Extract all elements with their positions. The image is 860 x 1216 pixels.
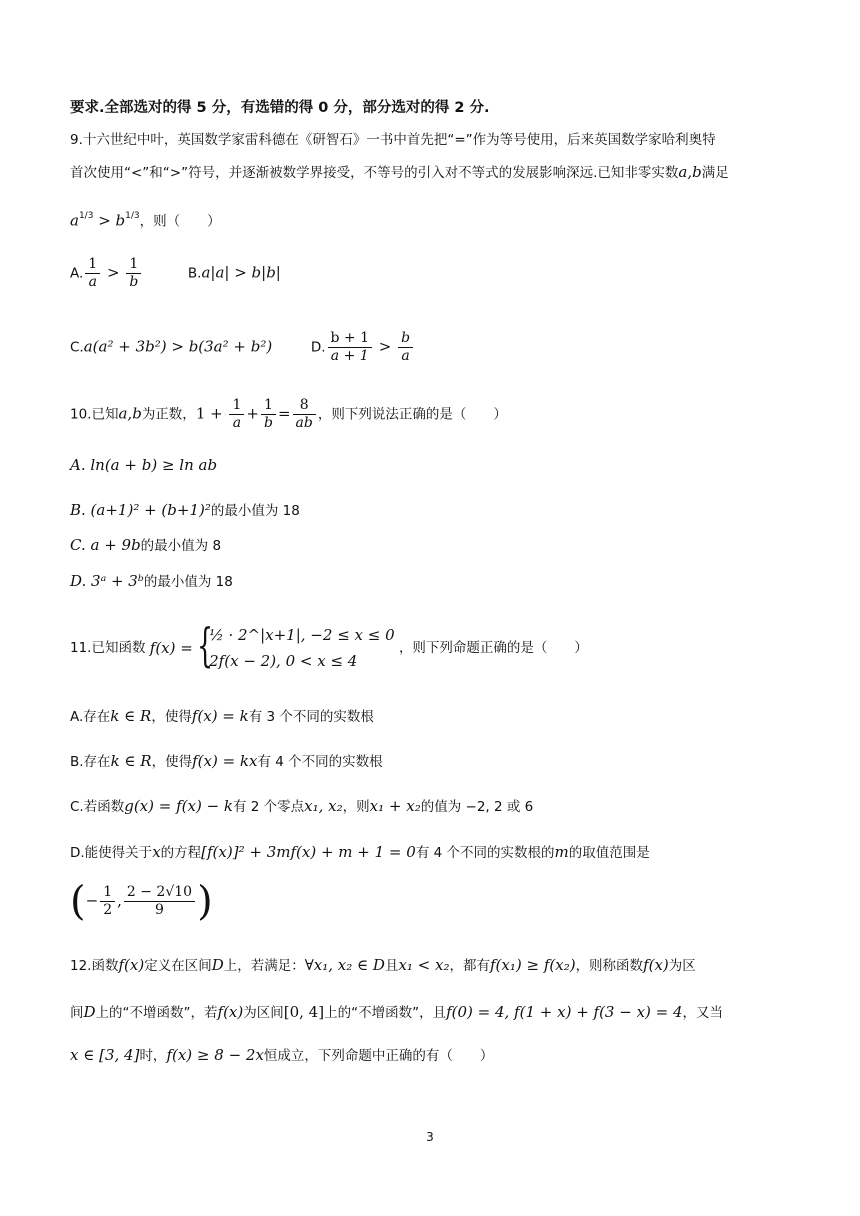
- q11-d-tail: 的取值范围是: [568, 845, 650, 861]
- q12-l2-m1: f(x): [217, 1003, 244, 1021]
- q9-stem-end: 满足: [701, 165, 729, 181]
- section-requirement: 要求.全部选对的得 5 分，有选错的得 0 分，部分选对的得 2 分.: [70, 100, 490, 116]
- q9-condition: [70, 208, 221, 232]
- q11-c-pre: C.若函数: [70, 799, 125, 815]
- q9-option-a-frac1: $\frac{1}{a}$: [85, 256, 100, 291]
- q10-tail: ，则下列说法正确的是（ ）: [317, 406, 507, 423]
- q11-d-m: m: [554, 843, 569, 861]
- q11-c-math1: g(x) = f(x) − k: [124, 797, 233, 815]
- q9-option-b-label: B.: [187, 265, 202, 282]
- q10-option-c-math: C. a + 9b: [70, 536, 141, 554]
- q12-l1-a: 12.函数: [70, 958, 119, 974]
- q10-frac-a: $\frac{1}{a}$: [229, 397, 244, 432]
- q11-lead: 11.已知函数: [70, 640, 146, 656]
- q11-d-mid2: 有 4 个不同的实数根的: [415, 845, 555, 861]
- q12-l1-f: f(x): [118, 956, 145, 974]
- q9-cond-b: b: [115, 211, 126, 230]
- q11-c-mid: 有 2 个零点: [233, 799, 305, 815]
- q9-option-c: a(a² + 3b²) > b(3a² + b²): [83, 337, 273, 356]
- q12-l1-c: 上，若满足：: [223, 958, 305, 974]
- q12-line1: [70, 955, 696, 976]
- q10-option-c-text: 的最小值为 8: [140, 538, 222, 554]
- q11-b-mid: ，使得: [151, 754, 193, 770]
- q11-a-mid: ，使得: [151, 709, 192, 725]
- q12-l2-b: 上的“不增函数”，若: [95, 1005, 218, 1021]
- q9-option-d-label: D.: [310, 339, 326, 356]
- q11-option-d-range: (− $\frac{1}{2}$ , $\frac{2 - 2√10}{9}$ ): [70, 878, 213, 925]
- q11-option-d: [70, 842, 650, 863]
- q9-stem-line2: [70, 162, 729, 183]
- q9-option-a-frac2: $\frac{1}{b}$: [126, 256, 141, 291]
- q12-line2: [70, 1002, 723, 1023]
- q12-l1-m4: f(x): [643, 956, 669, 974]
- q11-d-mid: 的方程: [160, 845, 202, 861]
- q11-piecewise: { ½ · 2^|x+1|, −2 ≤ x ≤ 0 2f(x − 2), 0 < x ≤ 4: [197, 618, 395, 672]
- q9-cond-exp-a: 1/3: [78, 211, 94, 221]
- q9-option-a-label: A.: [70, 265, 84, 282]
- q11-b-pre: B.存在: [70, 754, 111, 770]
- q11-d-pre: D.能使得关于: [70, 845, 153, 861]
- q10-option-a-text: A. ln(a + b) ≥ ln ab: [70, 456, 218, 474]
- q11-option-a: [70, 706, 374, 727]
- q11-c-tail: 的值为 −2, 2 或 6: [420, 799, 534, 815]
- q10-vars: a,b: [118, 404, 142, 423]
- q9-cond-gt: >: [93, 211, 116, 230]
- q11-c-math2: x₁, x₂: [304, 797, 343, 815]
- q12-l2-d: 上的“不增函数”，且: [324, 1005, 447, 1021]
- q12-l3-b: 恒成立，下列命题中正确的有（ ）: [263, 1048, 494, 1064]
- q12-l2-c: 为区间: [243, 1005, 284, 1021]
- q9-option-d-frac2: $\frac{b}{a}$: [398, 330, 413, 365]
- q12-l1-d: 且: [384, 958, 399, 974]
- q11-stem: [70, 618, 588, 674]
- q10-frac-8ab: $\frac{8}{ab}$: [293, 397, 316, 432]
- q11-b-math2: f(x) = kx: [192, 752, 258, 770]
- q11-d-x: x: [152, 843, 161, 861]
- q12-l1-e: ，都有: [449, 958, 490, 974]
- q11-a-math1: k ∈ R: [110, 707, 152, 725]
- q12-l1-D: D: [211, 956, 224, 974]
- q9-stem-line1: 9.十六世纪中叶，英国数学家雷科德在《研智石》一书中首先把“=”作为等号使用，后来英国数学家哈利奥特: [70, 132, 716, 148]
- q12-l1-m3: f(x₁) ≥ f(x₂): [490, 956, 576, 974]
- q9-options-ab: A. $\frac{1}{a}$ > $\frac{1}{b}$ B.a|a| > b|b|: [70, 256, 281, 290]
- q10-lead: 10.已知: [70, 406, 119, 423]
- q11-b-math1: k ∈ R: [110, 752, 152, 770]
- q12-l1-m2: x₁ < x₂: [398, 956, 450, 974]
- q11-d-eq: [f(x)]² + 3mf(x) + m + 1 = 0: [201, 843, 416, 861]
- q10-option-a: [70, 455, 217, 476]
- q11-a-pre: A.存在: [70, 709, 111, 725]
- q12-l1-f2: ，则称函数: [575, 958, 644, 974]
- q12-l3-m1: x ∈ [3, 4]: [70, 1046, 140, 1064]
- page-number: 3: [426, 1130, 434, 1144]
- q10-option-b-math: B. (a+1)² + (b+1)²: [70, 501, 211, 519]
- q9-cond-exp-b: 1/3: [125, 211, 140, 221]
- q12-l1-g: 为区: [668, 958, 696, 974]
- q12-l1-b: 定义在区间: [144, 958, 212, 974]
- q10-option-c: [70, 535, 221, 556]
- q9-stem-text: 首次使用“<”和“>”符号，并逐渐被数学界接受，不等号的引入对不等式的发展影响深远.已知非零实数: [70, 165, 679, 181]
- q11-b-tail: 有 4 个不同的实数根: [257, 754, 383, 770]
- q12-line3: [70, 1045, 493, 1066]
- q11-tail: ，则下列命题正确的是（ ）: [398, 640, 588, 656]
- q10-mid: 为正数，: [141, 406, 196, 423]
- q9-cond-tail: ，则（ ）: [139, 213, 221, 230]
- q10-frac-b: $\frac{1}{b}$: [261, 397, 276, 432]
- q10-option-d-text: 的最小值为 18: [143, 574, 233, 590]
- q11-c-math3: x₁ + x₂: [369, 797, 421, 815]
- q9-option-b: a|a| > b|b|: [201, 263, 281, 282]
- q11-fx: f(x) =: [149, 639, 193, 657]
- q11-a-tail: 有 3 个不同的实数根: [248, 709, 374, 725]
- q10-option-d-math: D. 3ᵃ + 3ᵇ: [70, 572, 144, 590]
- q9-option-d-frac1: $\frac{b + 1}{a + 1}$: [328, 330, 373, 365]
- q11-range-frac2: $\frac{2 - 2√10}{9}$: [124, 884, 195, 919]
- q12-l1-m1: ∀x₁, x₂ ∈ D: [304, 956, 385, 974]
- q11-c-mid2: ，则: [342, 799, 370, 815]
- q12-l2-m3: f(0) = 4, f(1 + x) + f(3 − x) = 4: [446, 1003, 683, 1021]
- q11-range-frac1: $\frac{1}{2}$: [100, 884, 115, 919]
- q10-option-b: [70, 500, 300, 521]
- q12-l2-m2: [0, 4]: [283, 1003, 325, 1021]
- q9-options-cd: C.a(a² + 3b²) > b(3a² + b²) D. $\frac{b + 1}{a + 1}$ > $\frac{b}{a}$: [70, 330, 415, 365]
- q11-a-math2: f(x) = k: [191, 707, 249, 725]
- q11-case2: 2f(x − 2), 0 < x ≤ 4: [209, 652, 358, 670]
- q10-stem: 10.已知a,b为正数，1 + $\frac{1}{a}$ + $\frac{1}{b}$ = $\frac{8}{ab}$ ，则下列说法正确的是（ ）: [70, 397, 507, 431]
- q9-option-c-label: C.: [70, 339, 84, 356]
- q10-option-b-text: 的最小值为 18: [210, 503, 300, 519]
- q9-cond-a: a: [70, 211, 79, 230]
- q10-option-d: [70, 571, 233, 592]
- q9-vars: a,b: [678, 163, 702, 181]
- q12-l2-a: 间: [70, 1005, 84, 1021]
- q12-l2-D: D: [83, 1003, 96, 1021]
- q11-case1: ½ · 2^|x+1|, −2 ≤ x ≤ 0: [209, 626, 395, 644]
- q11-option-b: [70, 751, 383, 772]
- q12-l2-e: ，又当: [682, 1005, 724, 1021]
- q11-option-c: [70, 796, 533, 817]
- q12-l3-m2: f(x) ≥ 8 − 2x: [166, 1046, 264, 1064]
- q12-l3-a: 时，: [139, 1048, 167, 1064]
